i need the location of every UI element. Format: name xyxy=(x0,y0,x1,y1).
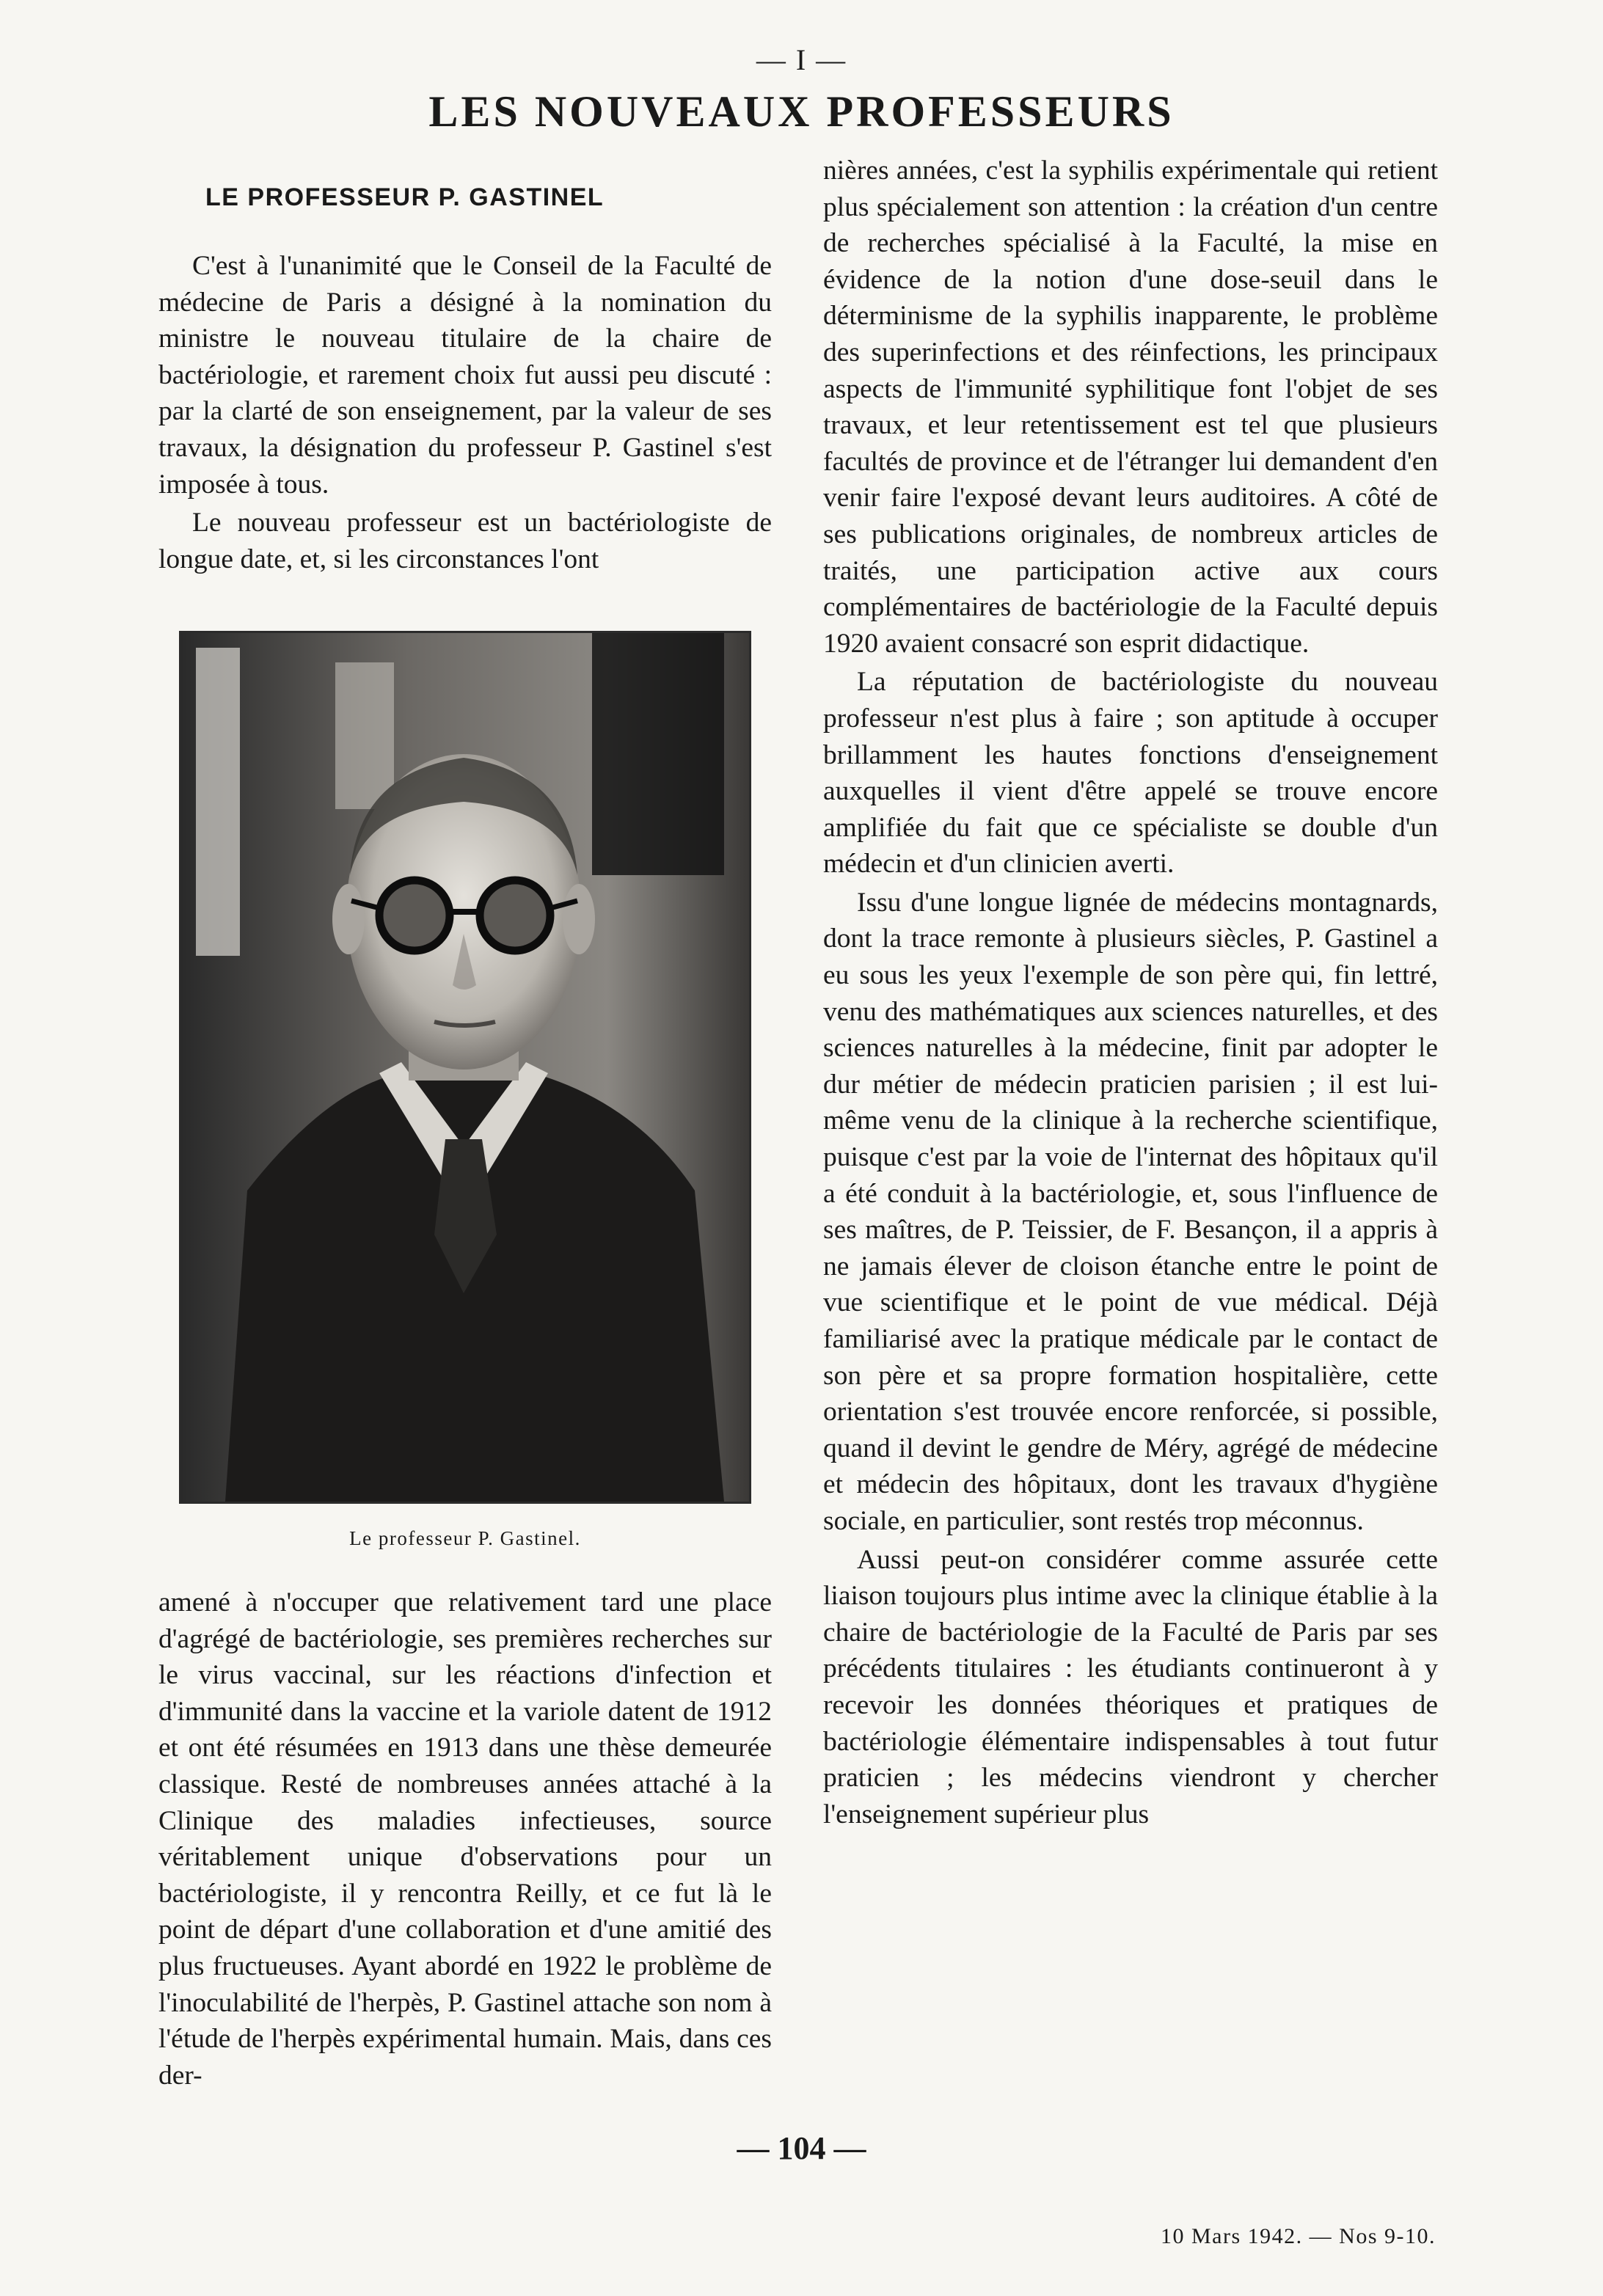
paragraph: Aussi peut-on considérer comme assurée cette liaison toujours plus intime avec la clinique établie à la chaire de bactériologie de la Faculté de Paris par ses précédents titulaires : les étudiants continueront à y recevoir les données théoriques et pratiques de bactériologie élémentaire indispensables à tout futur praticien ; les médecins viendront y chercher l'enseignement supérieur plus xyxy=(823,1544,1438,1829)
issue-date: 10 Mars 1942. — Nos 9-10. xyxy=(1161,2224,1436,2248)
paragraph: C'est à l'unanimité que le Conseil de la Faculté de médecine de Paris a désigné à la nomination du ministre le nouveau titulaire de la chaire de bactériologie, et rarement choix fut aussi peu discuté : par la clarté de son enseignement, par la valeur de ses travaux, la désignation du professeur P. Gastinel s'est imposée à tous. xyxy=(158,251,772,500)
paragraph: Le nouveau professeur est un bactériologiste de longue date, et, si les circonstances l'ont xyxy=(158,508,772,574)
left-column-bottom xyxy=(158,1584,772,2094)
page-number: — 104 — xyxy=(737,2130,866,2166)
portrait-photo xyxy=(179,631,751,1504)
paragraph: amené à n'occuper que relativement tard une place d'agrégé de bactériologie, ses premières recherches sur le virus vaccinal, sur les réactions d'infection et d'immunité dans la vaccine et la variole datent de 1912 et ont été résumées en 1913 dans une thèse demeurée classique. Resté de nombreuses années attaché à la Clinique des maladies infectieuses, source véritablement unique d'observations pour un bactériologiste, il y rencontra Reilly, et ce fut là le point de départ d'une collaboration et d'une amitié des plus fructueuses. Ayant abordé en 1922 le problème de l'inoculabilité de l'herpès, P. Gastinel attache son nom à l'étude de l'herpès expérimental humain. Mais, dans ces der- xyxy=(158,1587,772,2091)
page-title: LES NOUVEAUX PROFESSEURS xyxy=(428,87,1175,136)
left-column-top xyxy=(158,248,772,577)
paragraph: Issu d'une longue lignée de médecins montagnards, dont la trace remonte à plusieurs siècles, P. Gastinel a eu sous les yeux l'exemple de son père qui, fin lettré, venu des mathématiques aux sciences naturelles, et des sciences naturelles à la médecine, finit par adopter le dur métier de médecin praticien parisien ; il est lui-même venu de la clinique à la recherche scientifique, puisque c'est par la voie de l'internat des hôpitaux qu'il a été conduit à la bactériologie, et, sous l'influence de ses maîtres, de P. Teissier, de F. Besançon, il a appris à ne jamais élever de cloison étanche entre le point de vue scientifique et le point de vue médical. Déjà familiarisé avec la pratique médicale par le contact de son père et sa propre formation hospitalière, cette orientation s'est trouvée encore renforcée, si possible, quand il devint le gendre de Méry, agrégé de médecine et médecin des hôpitaux, dont les travaux d'hygiène sociale, en particulier, sont restés trop méconnus. xyxy=(823,887,1438,1536)
page-marker: — I — xyxy=(756,43,847,76)
article-heading: LE PROFESSEUR P. GASTINEL xyxy=(205,183,605,211)
right-column xyxy=(823,153,1438,1832)
paragraph: La réputation de bactériologiste du nouveau professeur n'est plus à faire ; son aptitude à occuper brillamment les hautes fonctions d'enseignement auxquelles il vient d'être appelé se trouve encore amplifiée du fait que ce spécialiste se double d'un médecin et d'un clinicien averti. xyxy=(823,667,1438,880)
photo-caption: Le professeur P. Gastinel. xyxy=(349,1527,581,1549)
paragraph: nières années, c'est la syphilis expérimentale qui retient plus spécialement son attention : la création d'un centre de recherches spécialisé à la Faculté, la mise en évidence de la notion d'une dose-seuil dans le déterminisme de la syphilis inapparente, le problème des superinfections et des réinfections, les principaux aspects de l'immunité syphilitique font l'objet de ses travaux, et leur retentissement est tel que plusieurs facultés de province et de l'étranger lui demandent d'en venir faire l'exposé devant leurs auditoires. A côté de ses publications originales, de nombreux articles de traités, une participation active aux cours complémentaires de bactériologie de la Faculté depuis 1920 avaient consacré son esprit didactique. xyxy=(823,156,1438,659)
